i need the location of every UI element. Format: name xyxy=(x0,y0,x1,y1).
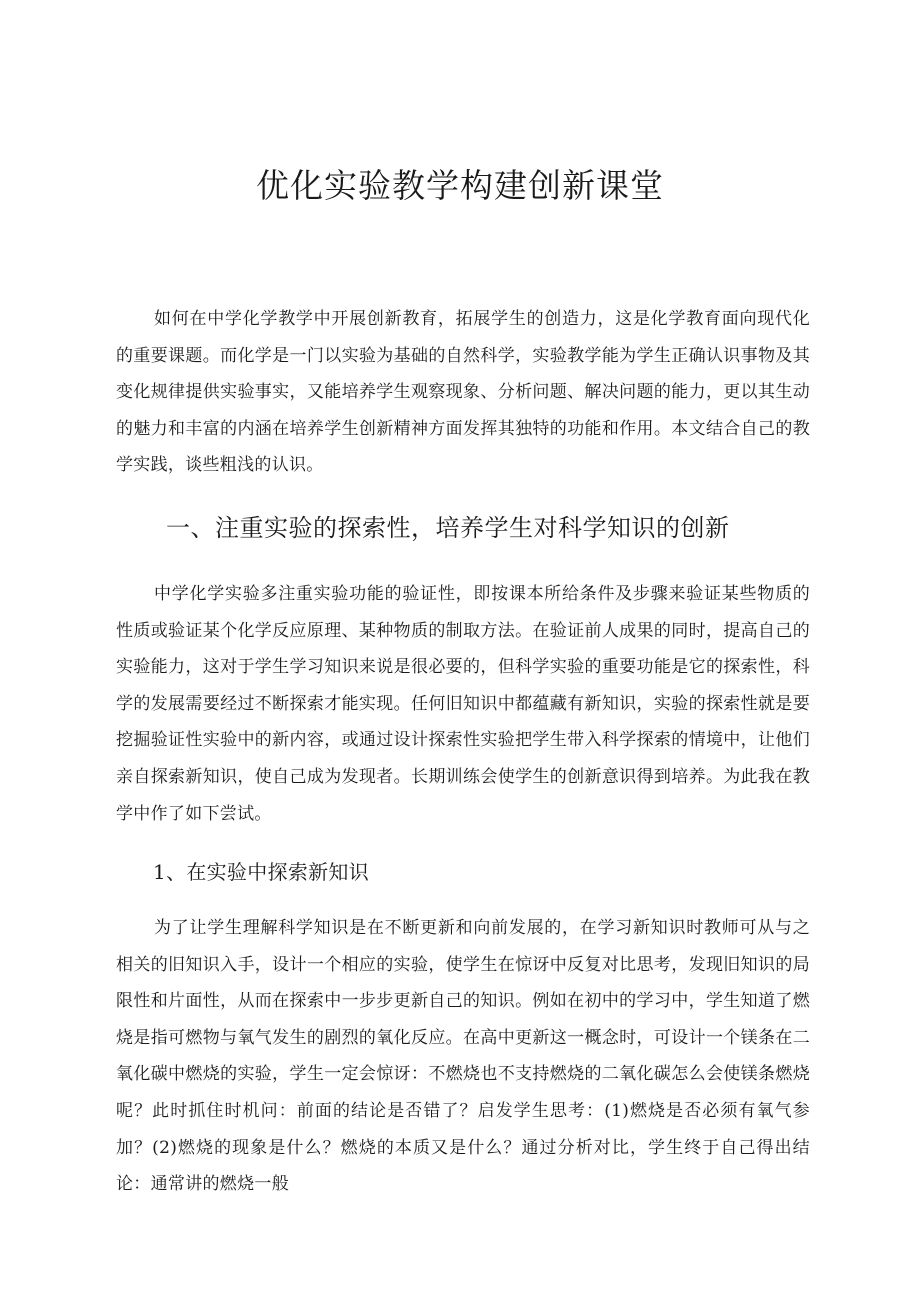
intro-paragraph: 如何在中学化学教学中开展创新教育，拓展学生的创造力，这是化学教育面向现代化的重要课题。而化学是一门以实验为基础的自然科学，实验教学能为学生正确认识事物及其变化规律提供实验事实，又能培养学生观察现象、分析问题、解决问题的能力，更以其生动的魅力和丰富的内涵在培养学生创新精神方面发挥其独特的功能和作用。本文结合自己的教学实践，谈些粗浅的认识。 xyxy=(116,309,810,476)
section-paragraph: 中学化学实验多注重实验功能的验证性，即按课本所给条件及步骤来验证某些物质的性质或验证某个化学反应原理、某种物质的制取方法。在验证前人成果的同时，提高自己的实验能力，这对于学生学习知识来说是很必要的，但科学实验的重要功能是它的探索性，科学的发展需要经过不断探索才能实现。任何旧知识中都蕴藏有新知识，实验的探索性就是要挖掘验证性实验中的新内容，或通过设计探索性实验把学生带入科学探索的情境中，让他们亲自探索新知识，使自己成为发现者。长期训练会使学生的创新意识得到培养。为此我在教学中作了如下尝试。 xyxy=(116,584,810,824)
subsection-paragraph: 为了让学生理解科学知识是在不断更新和向前发展的，在学习新知识时教师可从与之相关的旧知识入手，设计一个相应的实验，使学生在惊讶中反复对比思考，发现旧知识的局限性和片面性，从而在探索中一步步更新自己的知识。例如在初中的学习中，学生知道了燃烧是指可燃物与氧气发生的剧烈的氧化反应。在高中更新这一概念时，可设计一个镁条在二氧化碳中燃烧的实验，学生一定会惊讶：不燃烧也不支持燃烧的二氧化碳怎么会使镁条燃烧呢？此时抓住时机问：前面的结论是否错了？启发学生思考：(1)燃烧是否必须有氧气参加？(2)燃烧的现象是什么？燃烧的本质又是什么？通过分析对比，学生终于自己得出结论：通常讲的燃烧一般 xyxy=(116,918,810,1195)
section-heading: 一、注重实验的探索性，培养学生对科学知识的创新 xyxy=(166,514,730,542)
document-title: 优化实验教学构建创新课堂 xyxy=(256,166,664,205)
subsection-heading: 1、在实验中探索新知识 xyxy=(153,860,370,884)
